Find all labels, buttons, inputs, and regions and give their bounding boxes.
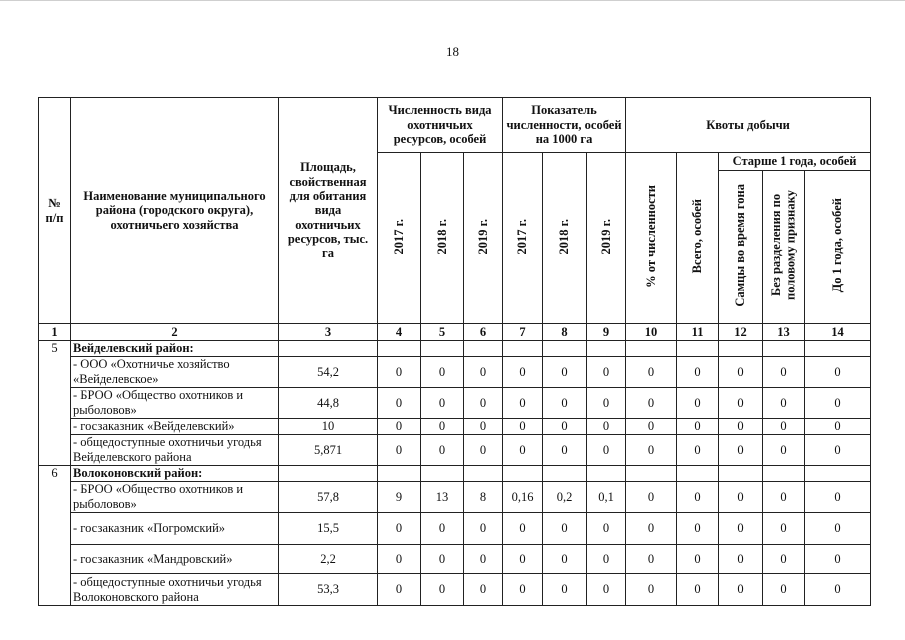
empty-cell [626, 341, 677, 357]
header-quotas: Квоты добычи [626, 98, 871, 153]
header-pop-2019: 2019 г. [464, 153, 503, 324]
colnum-cell: 3 [279, 324, 378, 341]
value-cell: 0 [719, 357, 763, 388]
holding-name: - общедоступные охотничьи угодья Волоконовского района [71, 574, 279, 606]
value-cell: 0 [378, 419, 421, 435]
colnum-cell: 10 [626, 324, 677, 341]
table-row [39, 513, 871, 545]
value-cell: 57,8 [279, 482, 378, 513]
header-num: № п/п [39, 98, 71, 324]
value-cell: 0 [677, 513, 719, 545]
value-cell: 0 [763, 435, 805, 466]
empty-cell [279, 341, 378, 357]
empty-cell [543, 466, 587, 482]
value-cell: 0 [503, 435, 543, 466]
value-cell: 0 [503, 357, 543, 388]
table-row [39, 574, 871, 606]
value-cell: 0 [503, 388, 543, 419]
header-quota-nosex: Без разделения по половому признаку [763, 171, 805, 324]
value-cell: 0 [543, 435, 587, 466]
header-area: Площадь, свойственная для обитания вида охотничьих ресурсов, тыс. га [279, 98, 378, 324]
table-row [39, 357, 871, 388]
value-cell: 0 [677, 357, 719, 388]
value-cell: 0 [503, 419, 543, 435]
value-cell: 0 [626, 482, 677, 513]
colnum-cell: 2 [71, 324, 279, 341]
value-cell: 0 [464, 545, 503, 574]
empty-cell [587, 466, 626, 482]
value-cell: 0 [677, 435, 719, 466]
value-cell: 54,2 [279, 357, 378, 388]
empty-cell [464, 341, 503, 357]
header-dens-2018: 2018 г. [543, 153, 587, 324]
empty-cell [805, 341, 871, 357]
header-quota-young: До 1 года, особей [805, 171, 871, 324]
header-dens-2019: 2019 г. [587, 153, 626, 324]
empty-cell [421, 466, 464, 482]
holding-name: - госзаказник «Вейделевский» [71, 419, 279, 435]
holding-name: - госзаказник «Мандровский» [71, 545, 279, 574]
header-older: Старше 1 года, особей [719, 153, 871, 171]
colnum-cell: 7 [503, 324, 543, 341]
value-cell: 0 [677, 482, 719, 513]
empty-cell [464, 466, 503, 482]
value-cell: 0 [543, 388, 587, 419]
value-cell: 0 [719, 435, 763, 466]
header-density: Показатель численности, особей на 1000 га [503, 98, 626, 153]
value-cell: 10 [279, 419, 378, 435]
value-cell: 0 [805, 513, 871, 545]
value-cell: 9 [378, 482, 421, 513]
value-cell: 0 [503, 574, 543, 606]
value-cell: 0 [421, 388, 464, 419]
value-cell: 0 [587, 357, 626, 388]
empty-cell [677, 341, 719, 357]
value-cell: 0 [378, 513, 421, 545]
value-cell: 0 [719, 545, 763, 574]
value-cell: 0 [543, 574, 587, 606]
value-cell: 0,2 [543, 482, 587, 513]
header-population: Численность вида охотничьих ресурсов, особей [378, 98, 503, 153]
page-number: 18 [446, 44, 459, 59]
value-cell: 8 [464, 482, 503, 513]
value-cell: 0 [421, 513, 464, 545]
empty-cell [543, 341, 587, 357]
value-cell: 0 [543, 419, 587, 435]
value-cell: 0 [719, 513, 763, 545]
value-cell: 0 [464, 574, 503, 606]
value-cell: 0 [677, 388, 719, 419]
value-cell: 0 [464, 513, 503, 545]
value-cell: 0 [587, 435, 626, 466]
value-cell: 0 [378, 545, 421, 574]
quota-table [38, 97, 871, 606]
district-number: 6 [39, 466, 71, 606]
empty-cell [677, 466, 719, 482]
column-number-row [39, 324, 871, 341]
empty-cell [503, 341, 543, 357]
value-cell: 0 [543, 513, 587, 545]
empty-cell [378, 341, 421, 357]
district-name: Волоконовский район: [71, 466, 279, 482]
empty-cell [805, 466, 871, 482]
value-cell: 0 [719, 482, 763, 513]
empty-cell [763, 466, 805, 482]
value-cell: 0 [421, 435, 464, 466]
value-cell: 0 [421, 419, 464, 435]
value-cell: 0 [378, 357, 421, 388]
value-cell: 0 [805, 482, 871, 513]
table-row [39, 388, 871, 419]
header-name: Наименование муниципального района (городского округа), охотничьего хозяйства [71, 98, 279, 324]
empty-cell [719, 341, 763, 357]
header-quota-pct: % от численности [626, 153, 677, 324]
empty-cell [719, 466, 763, 482]
colnum-cell: 8 [543, 324, 587, 341]
holding-name: - БРОО «Общество охотников и рыболовов» [71, 388, 279, 419]
colnum-cell: 12 [719, 324, 763, 341]
value-cell: 0 [719, 419, 763, 435]
colnum-cell: 4 [378, 324, 421, 341]
value-cell: 0 [626, 388, 677, 419]
value-cell: 0 [805, 435, 871, 466]
colnum-cell: 5 [421, 324, 464, 341]
value-cell: 0 [677, 545, 719, 574]
empty-cell [378, 466, 421, 482]
holding-name: - БРОО «Общество охотников и рыболовов» [71, 482, 279, 513]
empty-cell [626, 466, 677, 482]
header-dens-2017: 2017 г. [503, 153, 543, 324]
district-row [39, 466, 871, 482]
colnum-cell: 14 [805, 324, 871, 341]
value-cell: 0 [587, 388, 626, 419]
value-cell: 0 [763, 513, 805, 545]
district-name: Вейделевский район: [71, 341, 279, 357]
value-cell: 44,8 [279, 388, 378, 419]
value-cell: 0 [626, 357, 677, 388]
value-cell: 0 [464, 435, 503, 466]
value-cell: 0 [587, 545, 626, 574]
value-cell: 0 [587, 574, 626, 606]
holding-name: - госзаказник «Погромский» [71, 513, 279, 545]
value-cell: 0 [805, 388, 871, 419]
value-cell: 0 [587, 513, 626, 545]
table-row [39, 545, 871, 574]
value-cell: 0 [378, 574, 421, 606]
value-cell: 2,2 [279, 545, 378, 574]
value-cell: 0 [421, 545, 464, 574]
scan-edge-line [0, 0, 905, 1]
colnum-cell: 13 [763, 324, 805, 341]
value-cell: 0 [378, 435, 421, 466]
empty-cell [503, 466, 543, 482]
value-cell: 0 [677, 574, 719, 606]
value-cell: 0 [503, 545, 543, 574]
value-cell: 0 [805, 545, 871, 574]
district-number: 5 [39, 341, 71, 466]
value-cell: 15,5 [279, 513, 378, 545]
value-cell: 0 [543, 545, 587, 574]
holding-name: - ООО «Охотничье хозяйство «Вейделевское» [71, 357, 279, 388]
value-cell: 0 [719, 388, 763, 419]
value-cell: 0 [421, 357, 464, 388]
colnum-cell: 1 [39, 324, 71, 341]
value-cell: 0 [763, 574, 805, 606]
value-cell: 0 [763, 419, 805, 435]
value-cell: 0 [626, 419, 677, 435]
header-pop-2017: 2017 г. [378, 153, 421, 324]
value-cell: 0 [464, 388, 503, 419]
colnum-cell: 11 [677, 324, 719, 341]
value-cell: 0 [763, 357, 805, 388]
value-cell: 5,871 [279, 435, 378, 466]
value-cell: 0 [805, 574, 871, 606]
header-quota-total: Всего, особей [677, 153, 719, 324]
table-row [39, 419, 871, 435]
empty-cell [763, 341, 805, 357]
value-cell: 0 [543, 357, 587, 388]
value-cell: 0,1 [587, 482, 626, 513]
value-cell: 0 [464, 419, 503, 435]
table-row [39, 435, 871, 466]
header-pop-2018: 2018 г. [421, 153, 464, 324]
value-cell: 0 [763, 545, 805, 574]
value-cell: 0 [421, 574, 464, 606]
value-cell: 0 [805, 357, 871, 388]
value-cell: 0,16 [503, 482, 543, 513]
colnum-cell: 6 [464, 324, 503, 341]
header-quota-males: Самцы во время гона [719, 171, 763, 324]
table-row [39, 482, 871, 513]
value-cell: 53,3 [279, 574, 378, 606]
empty-cell [421, 341, 464, 357]
value-cell: 13 [421, 482, 464, 513]
value-cell: 0 [626, 435, 677, 466]
value-cell: 0 [805, 419, 871, 435]
holding-name: - общедоступные охотничьи угодья Вейделевского района [71, 435, 279, 466]
value-cell: 0 [763, 388, 805, 419]
value-cell: 0 [626, 545, 677, 574]
value-cell: 0 [626, 574, 677, 606]
value-cell: 0 [719, 574, 763, 606]
value-cell: 0 [763, 482, 805, 513]
colnum-cell: 9 [587, 324, 626, 341]
value-cell: 0 [677, 419, 719, 435]
district-row [39, 341, 871, 357]
empty-cell [279, 466, 378, 482]
value-cell: 0 [503, 513, 543, 545]
empty-cell [587, 341, 626, 357]
value-cell: 0 [626, 513, 677, 545]
value-cell: 0 [378, 388, 421, 419]
value-cell: 0 [464, 357, 503, 388]
value-cell: 0 [587, 419, 626, 435]
